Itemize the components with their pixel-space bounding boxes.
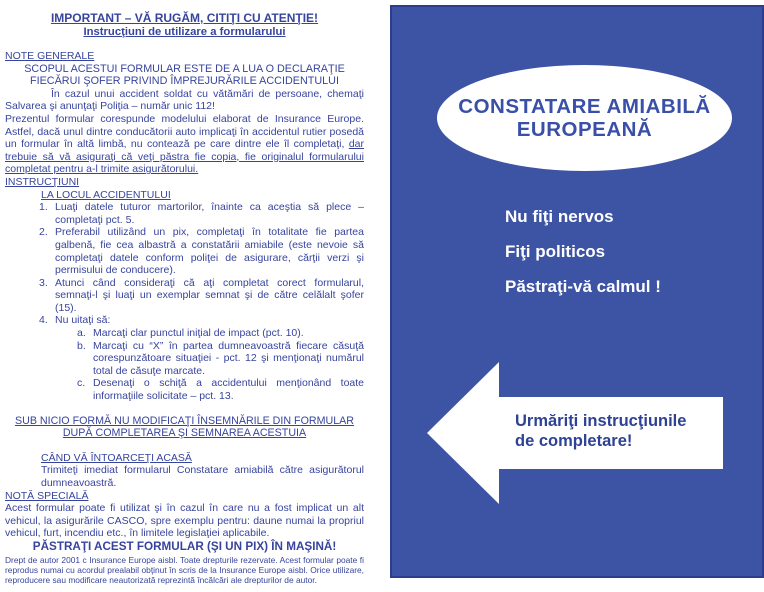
step-1 [39, 201, 364, 226]
heading-instructiuni: INSTRUCŢIUNI [5, 175, 80, 188]
message-nu-fiti-nervos: Nu fiţi nervos [505, 207, 614, 226]
instruction-substeps [77, 327, 364, 403]
page-subtitle: Instrucţiuni de utilizare a formularului [83, 26, 286, 38]
step-3-number: 3. [39, 276, 48, 289]
copyright-text: Drept de autor 2001 c Insurance Europe aisbl. Toate drepturile rezervate. Acest formular poate fi reprodus numai cu acordul prealabil obţinut în scris de la Insurance Europe aisbl. Orice utilizare, reproducere sau modificare neautorizată reprezintă încălcări ale drepturilor de autor. [5, 554, 364, 585]
instruction-steps [39, 201, 364, 327]
substep-c-text: Desenaţi o schiţă a accidentului menţionând toate informaţiile solicitate – pct. 13. [93, 377, 364, 403]
oval-title-line-2: EUROPEANĂ [516, 118, 653, 141]
arrow-text-line-1: Urmăriţi instrucţiunile [515, 412, 687, 430]
oval-title-line-1: CONSTATARE AMIABILĂ [458, 95, 711, 118]
warning-line-2: DUPĂ COMPLETAREA ŞI SEMNAREA ACESTUIA [62, 427, 307, 440]
paragraph-emergency: În cazul unui accident soldat cu vătămări de persoane, chemaţi Salvarea şi anunţaţi Poliţia – număr unic 112! [5, 87, 364, 113]
step-4-text: Nu uitaţi să: [55, 314, 111, 327]
substep-c-letter: c. [77, 377, 86, 390]
follow-instructions-arrow [427, 362, 723, 504]
paragraph-model [5, 113, 364, 176]
substep-a-text: Marcaţi clar punctul iniţial de impact (pct. 10). [93, 327, 304, 340]
nota-text: Acest formular poate fi utilizat şi în cazul în care nu a fost implicat un alt vehicul, la asigurările CASCO, spre exemplu pentru: daune numai la propriul vehicul, furt, incendiu etc., în limitele legislaţiei aplicabile. [5, 502, 364, 540]
step-3-text: Atunci când consideraţi că aţi completat corect formularul, semnaţi-l şi luaţi un exemplar semnat şi de către celălalt şofer (15). [55, 276, 364, 314]
heading-la-locul-accidentului: LA LOCUL ACCIDENTULUI [41, 188, 171, 201]
substep-a-letter: a. [77, 327, 86, 340]
message-pastrati-calmul: Păstraţi-vă calmul ! [505, 277, 661, 296]
paragraph-model-underlined: dar trebuie să vă asiguraţi că veţi păstra fie copia, fie originalul formularului completat pentru a-l trimite asigurătorului. [5, 138, 364, 176]
title-oval [437, 65, 732, 171]
purpose-line-1: SCOPUL ACESTUI FORMULAR ESTE DE A LUA O DECLARAŢIE [24, 62, 345, 75]
paragraph-model-normal: Prezentul formular corespunde modelului elaborat de Insurance Europe. Astfel, dacă unul dintre conducătorii auto implicaţi în accidentul rutier posedă un formular în altă limbă, nu contează pe care dintre ele îl completaţi, [5, 112, 364, 151]
step-3 [39, 277, 364, 315]
warning-line-1: SUB NICIO FORMĂ NU MODIFICAŢI ÎNSEMNĂRILE DIN FORMULAR [14, 414, 355, 427]
step-2-text: Preferabil utilizând un pix, completaţi în totalitate fie partea galbenă, fie cea albastră a constatării amiabile (este nevoie să completaţi datele conform poliţei de asigurare, cărţii verzi şi permisului de conducere). [55, 226, 364, 277]
step-4-number: 4. [39, 314, 48, 327]
heading-nota-speciala: NOTĂ SPECIALĂ [5, 489, 89, 502]
arrow-text [515, 411, 686, 451]
step-2 [39, 226, 364, 276]
substep-b-letter: b. [77, 339, 86, 352]
step-2-number: 2. [39, 226, 48, 239]
step-4 [39, 314, 364, 327]
substep-b-text: Marcaţi cu “X” în partea dumneavoastră fiecare căsuţă corespunzătoare situaţiei - pct. 12 şi menţionaţi numărul total de căsuţe marcate. [93, 339, 364, 377]
page-title: IMPORTANT – VĂ RUGĂM, CITIŢI CU ATENŢIE! [50, 11, 319, 25]
keep-form-line: PĂSTRAŢI ACEST FORMULAR (ŞI UN PIX) ÎN MAŞINĂ! [32, 539, 337, 553]
substep-b [77, 340, 364, 378]
cand-text: Trimiteţi imediat formularul Constatare amiabilă către asigurătorul dumneavoastră. [41, 464, 364, 489]
arrow-text-line-2: de completare! [515, 432, 633, 450]
substep-a [77, 327, 364, 340]
calm-messages [505, 208, 661, 295]
purpose-line-2: FIECĂRUI ŞOFER PRIVIND ÎMPREJURĂRILE ACCIDENTULUI [30, 75, 339, 88]
substep-c [77, 377, 364, 402]
heading-cand-va-intoarceti: CÂND VĂ ÎNTOARCEŢI ACASĂ [41, 451, 192, 464]
step-1-text: Luaţi datele tuturor martorilor, înainte ca aceştia să plece – completaţi pct. 5. [55, 201, 364, 226]
warning-block [5, 415, 364, 440]
blue-panel [390, 5, 764, 578]
step-1-number: 1. [39, 201, 48, 214]
heading-note-generale: NOTE GENERALE [5, 50, 95, 62]
message-fiti-politicos: Fiţi politicos [505, 242, 606, 261]
